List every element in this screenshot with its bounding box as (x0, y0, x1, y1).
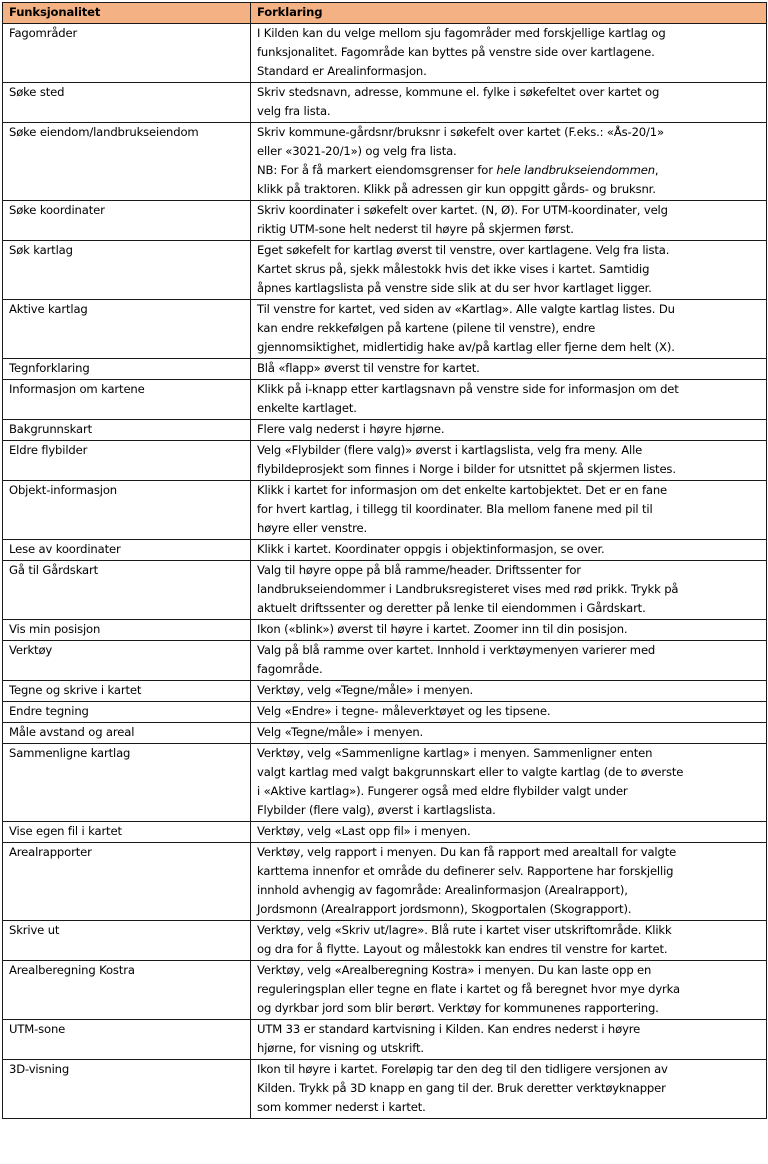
row-function-name: Skrive ut (3, 921, 251, 961)
row-explanation (251, 723, 767, 744)
row-function-name: Informasjon om kartene (3, 380, 251, 420)
explanation-line: Til venstre for kartet, ved siden av «Kartlag». Alle valgte kartlag listes. Du (257, 302, 675, 316)
row-explanation (251, 380, 767, 420)
explanation-line: enkelte kartlaget. (257, 401, 357, 415)
table-body (3, 24, 767, 1119)
explanation-line: Kilden. Trykk på 3D knapp en gang til der. Bruk deretter verktøyknapper (257, 1081, 666, 1095)
header-funksjonalitet: Funksjonalitet (3, 3, 251, 24)
explanation-line: reguleringsplan eller tegne en flate i kartet og få beregnet hvor mye dyrka (257, 982, 680, 996)
row-explanation (251, 1020, 767, 1060)
row-explanation (251, 843, 767, 921)
table-row (3, 380, 767, 420)
row-explanation (251, 441, 767, 481)
row-function-name: Måle avstand og areal (3, 723, 251, 744)
table-row (3, 681, 767, 702)
explanation-line: for hvert kartlag, i tillegg til koordinater. Bla mellom fanene med pil til (257, 502, 653, 516)
table-row (3, 83, 767, 123)
row-function-name: Objekt-informasjon (3, 481, 251, 540)
explanation-line: valgt kartlag med valgt bakgrunnskart eller to valgte kartlag (de to øverste (257, 765, 684, 779)
explanation-line: Verktøy, velg rapport i menyen. Du kan få rapport med arealtall for valgte (257, 845, 677, 859)
row-function-name: 3D-visning (3, 1060, 251, 1119)
table-row (3, 540, 767, 561)
explanation-line: Skriv koordinater i søkefelt over kartet. (N, Ø). For UTM-koordinater, velg (257, 203, 668, 217)
row-explanation (251, 921, 767, 961)
table-row (3, 241, 767, 300)
row-explanation (251, 201, 767, 241)
row-explanation (251, 123, 767, 201)
row-explanation (251, 822, 767, 843)
explanation-line: Verktøy, velg «Last opp fil» i menyen. (257, 824, 471, 838)
explanation-line: Eget søkefelt for kartlag øverst til venstre, over kartlagene. Velg fra lista. (257, 243, 670, 257)
table-row (3, 1020, 767, 1060)
explanation-line: Ikon («blink») øverst til høyre i kartet. Zoomer inn til din posisjon. (257, 622, 628, 636)
explanation-line: Skriv kommune-gårdsnr/bruksnr i søkefelt over kartet (F.eks.: «Ås-20/1» (257, 125, 664, 139)
row-explanation (251, 540, 767, 561)
explanation-line: fagområde. (257, 662, 323, 676)
row-explanation (251, 681, 767, 702)
row-function-name: Søk kartlag (3, 241, 251, 300)
table-row (3, 359, 767, 380)
explanation-line: riktig UTM-sone helt nederst til høyre på skjermen først. (257, 222, 574, 236)
row-function-name: Sammenligne kartlag (3, 744, 251, 822)
explanation-line: Jordsmonn (Arealrapport jordsmonn), Skogportalen (Skograpport). (257, 902, 632, 916)
explanation-line: Velg «Tegne/måle» i menyen. (257, 725, 424, 739)
explanation-line: Valg på blå ramme over kartet. Innhold i verktøymenyen varierer med (257, 643, 656, 657)
explanation-line: åpnes kartlagslista på venstre side slik at du ser hvor kartlaget ligger. (257, 281, 652, 295)
row-explanation (251, 241, 767, 300)
row-function-name: Verktøy (3, 641, 251, 681)
explanation-line: Klikk i kartet. Koordinater oppgis i objektinformasjon, se over. (257, 542, 605, 556)
table-header-row (3, 3, 767, 24)
explanation-line: Valg til høyre oppe på blå ramme/header. Driftssenter for (257, 563, 581, 577)
table-row (3, 723, 767, 744)
explanation-line: klikk på traktoren. Klikk på adressen gir kun oppgitt gårds- og bruksnr. (257, 182, 656, 196)
table-row (3, 744, 767, 822)
table-row (3, 641, 767, 681)
row-function-name: Lese av koordinater (3, 540, 251, 561)
table-row (3, 481, 767, 540)
row-function-name: Tegne og skrive i kartet (3, 681, 251, 702)
explanation-line: eller «3021-20/1») og velg fra lista. (257, 144, 457, 158)
row-explanation (251, 620, 767, 641)
explanation-line: hjørne, for visning og utskrift. (257, 1041, 424, 1055)
row-function-name: Søke eiendom/landbrukseiendom (3, 123, 251, 201)
explanation-line: karttema innenfor et område du definerer selv. Rapportene har forskjellig (257, 864, 674, 878)
explanation-line: Velg «Endre» i tegne- måleverktøyet og les tipsene. (257, 704, 551, 718)
row-function-name: Søke koordinater (3, 201, 251, 241)
row-explanation (251, 702, 767, 723)
row-function-name: Søke sted (3, 83, 251, 123)
explanation-line: og dyrkbar jord som blir berørt. Verktøy for kommunenes rapportering. (257, 1001, 659, 1015)
explanation-line: høyre eller venstre. (257, 521, 368, 535)
explanation-line: UTM 33 er standard kartvisning i Kilden. Kan endres nederst i høyre (257, 1022, 641, 1036)
explanation-line: Verktøy, velg «Arealberegning Kostra» i menyen. Du kan laste opp en (257, 963, 652, 977)
row-function-name: Arealberegning Kostra (3, 961, 251, 1020)
table-row (3, 702, 767, 723)
table-row (3, 620, 767, 641)
note-emphasis: hele landbrukseiendommen (496, 163, 655, 177)
table-row (3, 441, 767, 481)
explanation-line: I Kilden kan du velge mellom sju fagområder med forskjellige kartlag og (257, 26, 666, 40)
explanation-line: og dra for å flytte. Layout og målestokk kan endres til venstre for kartet. (257, 942, 668, 956)
explanation-line: velg fra lista. (257, 104, 331, 118)
row-function-name: UTM-sone (3, 1020, 251, 1060)
explanation-line: Verktøy, velg «Sammenligne kartlag» i menyen. Sammenligner enten (257, 746, 653, 760)
table-row (3, 123, 767, 201)
row-explanation (251, 420, 767, 441)
row-function-name: Tegnforklaring (3, 359, 251, 380)
explanation-line: Verktøy, velg «Skriv ut/lagre». Blå rute i kartet viser utskriftområde. Klikk (257, 923, 672, 937)
row-function-name: Aktive kartlag (3, 300, 251, 359)
explanation-line: Klikk i kartet for informasjon om det enkelte kartobjektet. Det er en fane (257, 483, 668, 497)
explanation-line: Ikon til høyre i kartet. Foreløpig tar den deg til den tidligere versjonen av (257, 1062, 668, 1076)
row-function-name: Vis min posisjon (3, 620, 251, 641)
explanation-note (257, 161, 761, 180)
row-explanation (251, 561, 767, 620)
explanation-line: Skriv stedsnavn, adresse, kommune el. fylke i søkefeltet over kartet og (257, 85, 660, 99)
table-row (3, 561, 767, 620)
explanation-line: funksjonalitet. Fagområde kan byttes på venstre side over kartlagene. (257, 45, 655, 59)
table-row (3, 1060, 767, 1119)
explanation-line: i «Aktive kartlag»). Fungerer også med eldre flybilder valgt under (257, 784, 628, 798)
row-function-name: Endre tegning (3, 702, 251, 723)
explanation-line: Flybilder (flere valg), øverst i kartlagslista. (257, 803, 496, 817)
explanation-line: innhold avhengig av fagområde: Arealinformasjon (Arealrapport), (257, 883, 628, 897)
explanation-line: Klikk på i-knapp etter kartlagsnavn på venstre side for informasjon om det (257, 382, 679, 396)
explanation-line: Velg «Flybilder (flere valg)» øverst i kartlagslista, velg fra meny. Alle (257, 443, 643, 457)
row-function-name: Gå til Gårdskart (3, 561, 251, 620)
row-function-name: Vise egen fil i kartet (3, 822, 251, 843)
explanation-line: aktuelt driftssenter og deretter på lenke til eiendommen i Gårdskart. (257, 601, 646, 615)
row-function-name: Arealrapporter (3, 843, 251, 921)
row-explanation (251, 641, 767, 681)
note-suffix: , (654, 163, 659, 177)
table-row (3, 24, 767, 83)
explanation-line: Standard er Arealinformasjon. (257, 64, 427, 78)
table-row (3, 300, 767, 359)
note-prefix: NB: For å få markert eiendomsgrenser for (257, 163, 497, 177)
explanation-line: flybildeprosjekt som finnes i Norge i bilder for utsnittet på skjermen listes. (257, 462, 676, 476)
row-explanation (251, 300, 767, 359)
row-function-name: Eldre flybilder (3, 441, 251, 481)
row-explanation (251, 744, 767, 822)
explanation-line: som kommer nederst i kartet. (257, 1100, 426, 1114)
row-explanation (251, 961, 767, 1020)
table-row (3, 822, 767, 843)
explanation-line: Blå «flapp» øverst til venstre for kartet. (257, 361, 480, 375)
explanation-line: kan endre rekkefølgen på kartene (pilene til venstre), endre (257, 321, 596, 335)
row-explanation (251, 24, 767, 83)
table-row (3, 961, 767, 1020)
row-function-name: Fagområder (3, 24, 251, 83)
explanation-line: Verktøy, velg «Tegne/måle» i menyen. (257, 683, 474, 697)
explanation-line: Kartet skrus på, sjekk målestokk hvis det ikke vises i kartet. Samtidig (257, 262, 650, 276)
header-forklaring: Forklaring (251, 3, 767, 24)
explanation-line: Flere valg nederst i høyre hjørne. (257, 422, 445, 436)
row-function-name: Bakgrunnskart (3, 420, 251, 441)
table-row (3, 843, 767, 921)
explanation-line: gjennomsiktighet, midlertidig hake av/på kartlag eller fjerne dem helt (X). (257, 340, 675, 354)
row-explanation (251, 481, 767, 540)
table-row (3, 420, 767, 441)
table-row (3, 921, 767, 961)
row-explanation (251, 359, 767, 380)
row-explanation (251, 1060, 767, 1119)
row-explanation (251, 83, 767, 123)
table-row (3, 201, 767, 241)
explanation-line: landbrukseiendommer i Landbruksregisteret vises med rød prikk. Trykk på (257, 582, 679, 596)
functionality-table (2, 2, 767, 1119)
